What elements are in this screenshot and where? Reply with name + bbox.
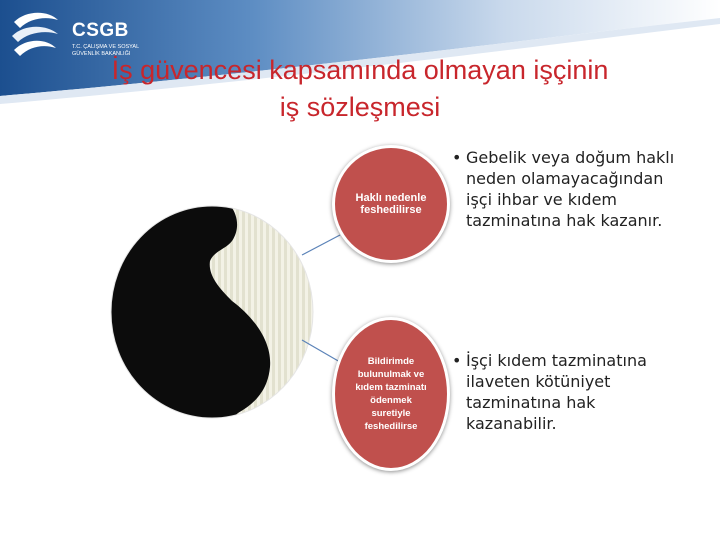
pregnant-silhouette-image bbox=[110, 205, 315, 420]
bullet-text: İşçi kıdem tazminatına ilaveten kötüniyet tazminatına hak kazanabilir. bbox=[466, 351, 647, 433]
slide-title: İş güvencesi kapsamında olmayan işçinin iş sözleşmesi bbox=[111, 55, 609, 122]
circle-label: Haklı nedenle feshedilirse bbox=[355, 192, 427, 216]
logo-name: CSGB bbox=[72, 20, 129, 41]
bullet-dot-icon: • bbox=[452, 148, 462, 167]
bullet-item bbox=[452, 350, 667, 434]
swirl-logo-icon bbox=[6, 4, 64, 62]
circle-condition-2 bbox=[332, 317, 450, 471]
circle-label: Bildirimde bulunulmak ve kıdem tazminatı ödenmek suretiyle feshedilirse bbox=[355, 356, 427, 432]
bullet-item bbox=[452, 147, 677, 231]
bullet-text: Gebelik veya doğum haklı neden olamayacağından işçi ihbar ve kıdem tazminatına hak kazanır. bbox=[466, 148, 675, 230]
logo-subtitle: T.C. ÇALIŞMA VE SOSYAL GÜVENLİK BAKANLIĞI bbox=[72, 44, 139, 57]
circle-condition-1 bbox=[332, 145, 450, 263]
bullet-dot-icon: • bbox=[452, 351, 462, 370]
